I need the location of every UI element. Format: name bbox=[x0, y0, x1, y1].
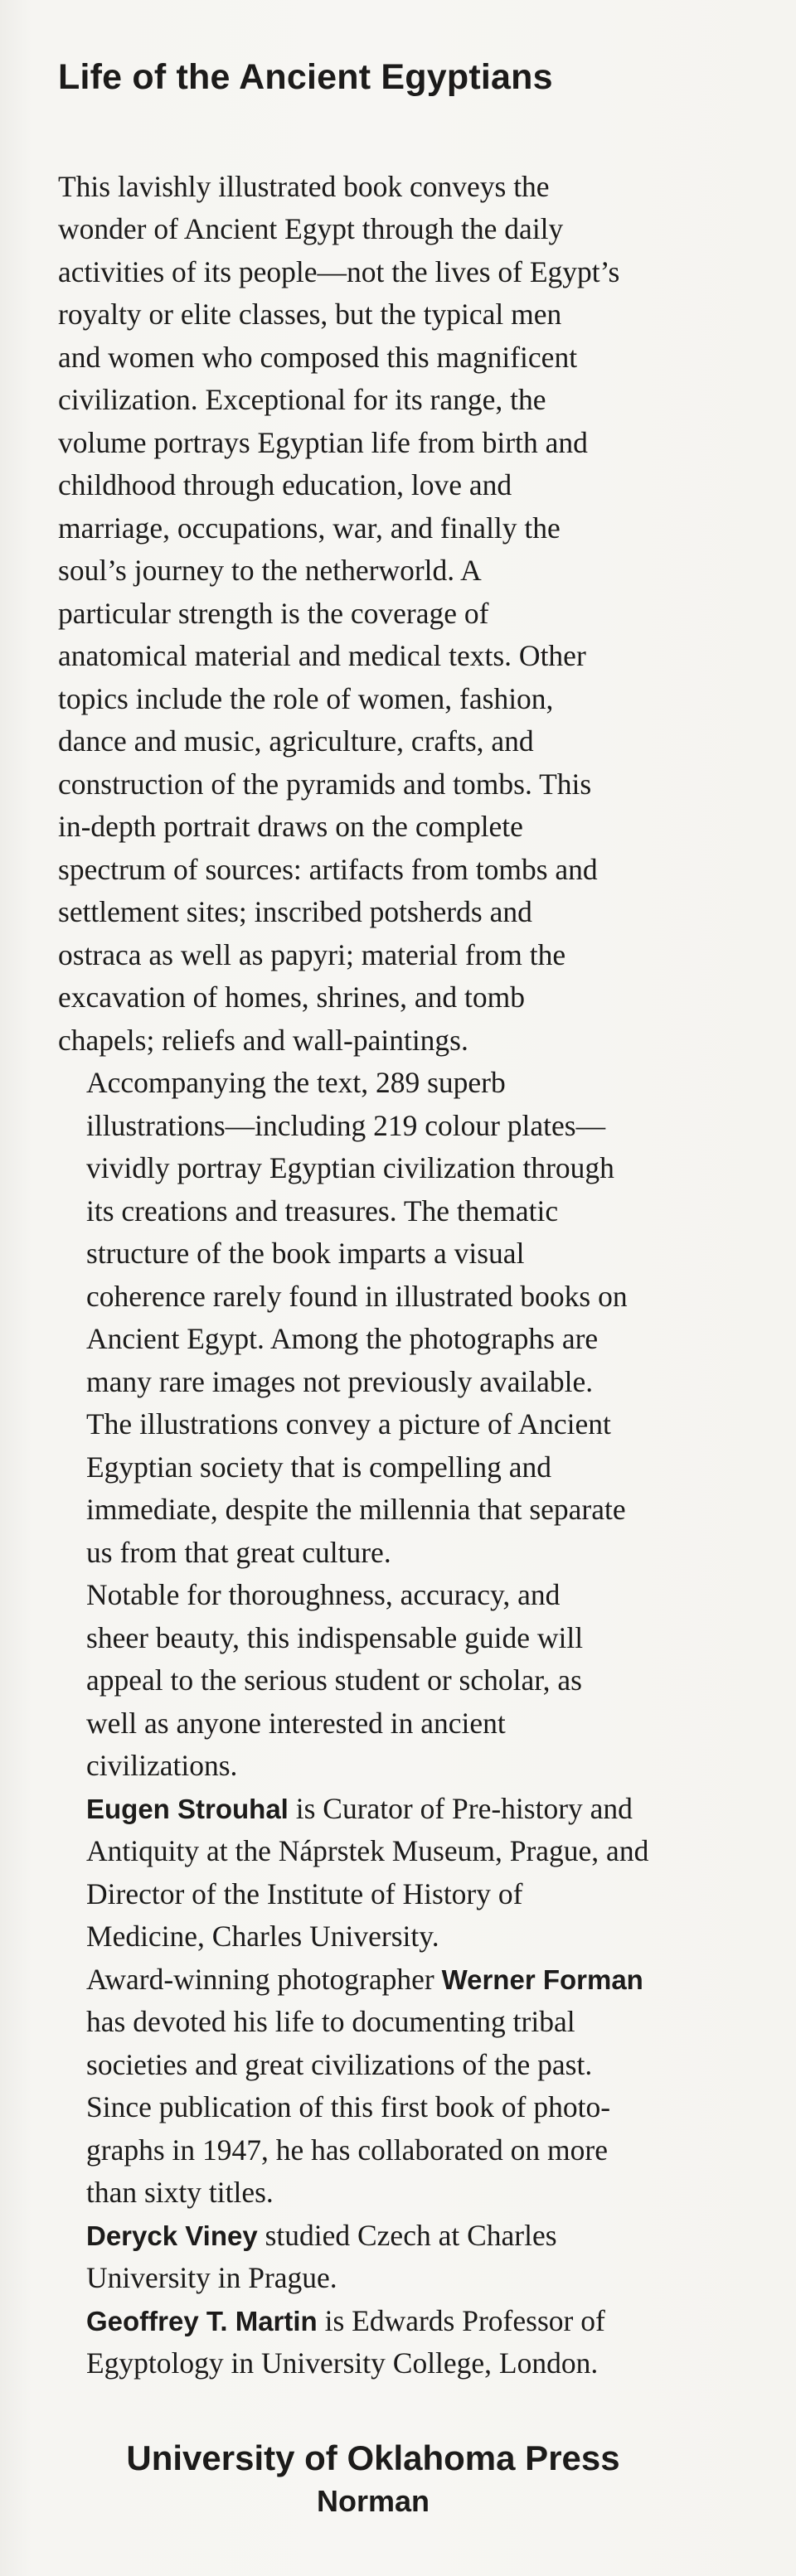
publisher-block bbox=[58, 2435, 688, 2521]
bio-text: studied Czech at Charles University in Prague. bbox=[86, 2218, 557, 2295]
author-name: Eugen Strouhal bbox=[86, 1793, 289, 1824]
bio-text: is Edwards Professor of Egyptology in University College, London. bbox=[86, 2303, 605, 2380]
description-paragraph-1: This lavishly illustrated book conveys the wonder of Ancient Egypt through the daily activities of its people—not the lives of Egypt’s royalty or elite classes, but the typical men and women who composed this magnificent civilization. Exceptional for its range, the volume portrays Egyptian life from birth and childhood through education, love and marriage, occupations, war, and finally the soul’s journey to the netherworld. A particular strength is the coverage of anatomical material and medical texts. Other topics include the role of women, fashion, dance and music, agriculture, crafts, and construction of the pyramids and tombs. This in-depth portrait draws on the complete spectrum of sources: artifacts from tombs and settlement sites; inscribed potsherds and ostraca as well as papyri; material from the excavation of homes, shrines, and tomb chapels; reliefs and wall-paintings. bbox=[58, 169, 620, 1057]
description-paragraph-2: Accompanying the text, 289 superb illustrations—including 219 colour plates— vividly portray Egyptian civilization through its creations and treasures. The thematic structure of the book imparts a visual coherence rarely found in illustrated books on Ancient Egypt. Among the photographs are many rare images not previously available. The illustrations convey a picture of Ancient Egyptian society that is compelling and immediate, despite the millennia that separate us from that great culture. bbox=[86, 1066, 628, 1569]
flap-content bbox=[58, 50, 788, 2521]
bio-lead: Award-winning photographer bbox=[86, 1962, 442, 1996]
author-bio-strouhal bbox=[58, 1788, 788, 1959]
photographer-name: Werner Forman bbox=[441, 1963, 643, 1995]
editor-name: Geoffrey T. Martin bbox=[86, 2305, 318, 2336]
editor-bio-martin bbox=[58, 2300, 788, 2385]
publisher-name: University of Oklahoma Press bbox=[126, 2438, 620, 2477]
photographer-bio-forman bbox=[58, 1959, 788, 2215]
translator-bio-viney bbox=[58, 2215, 788, 2300]
bio-text: is Curator of Pre-history and Antiquity at the Náprstek Museum, Prague, and Director of the Institute of History of Medicine, Charles University. bbox=[86, 1791, 649, 1954]
publisher-city: Norman bbox=[316, 2483, 430, 2518]
translator-name: Deryck Viney bbox=[86, 2220, 258, 2251]
description-paragraph-3: Notable for thoroughness, accuracy, and sheer beauty, this indispensable guide will appeal to the serious student or scholar, as well as anyone interested in ancient civilizations. bbox=[86, 1578, 584, 1783]
bio-text: has devoted his life to documenting tribal societies and great civilizations of the past. Since publication of this first book of photo- graphs in 1947, he has collaborated on more than sixty titles. bbox=[86, 2005, 611, 2210]
book-title: Life of the Ancient Egyptians bbox=[58, 57, 553, 97]
